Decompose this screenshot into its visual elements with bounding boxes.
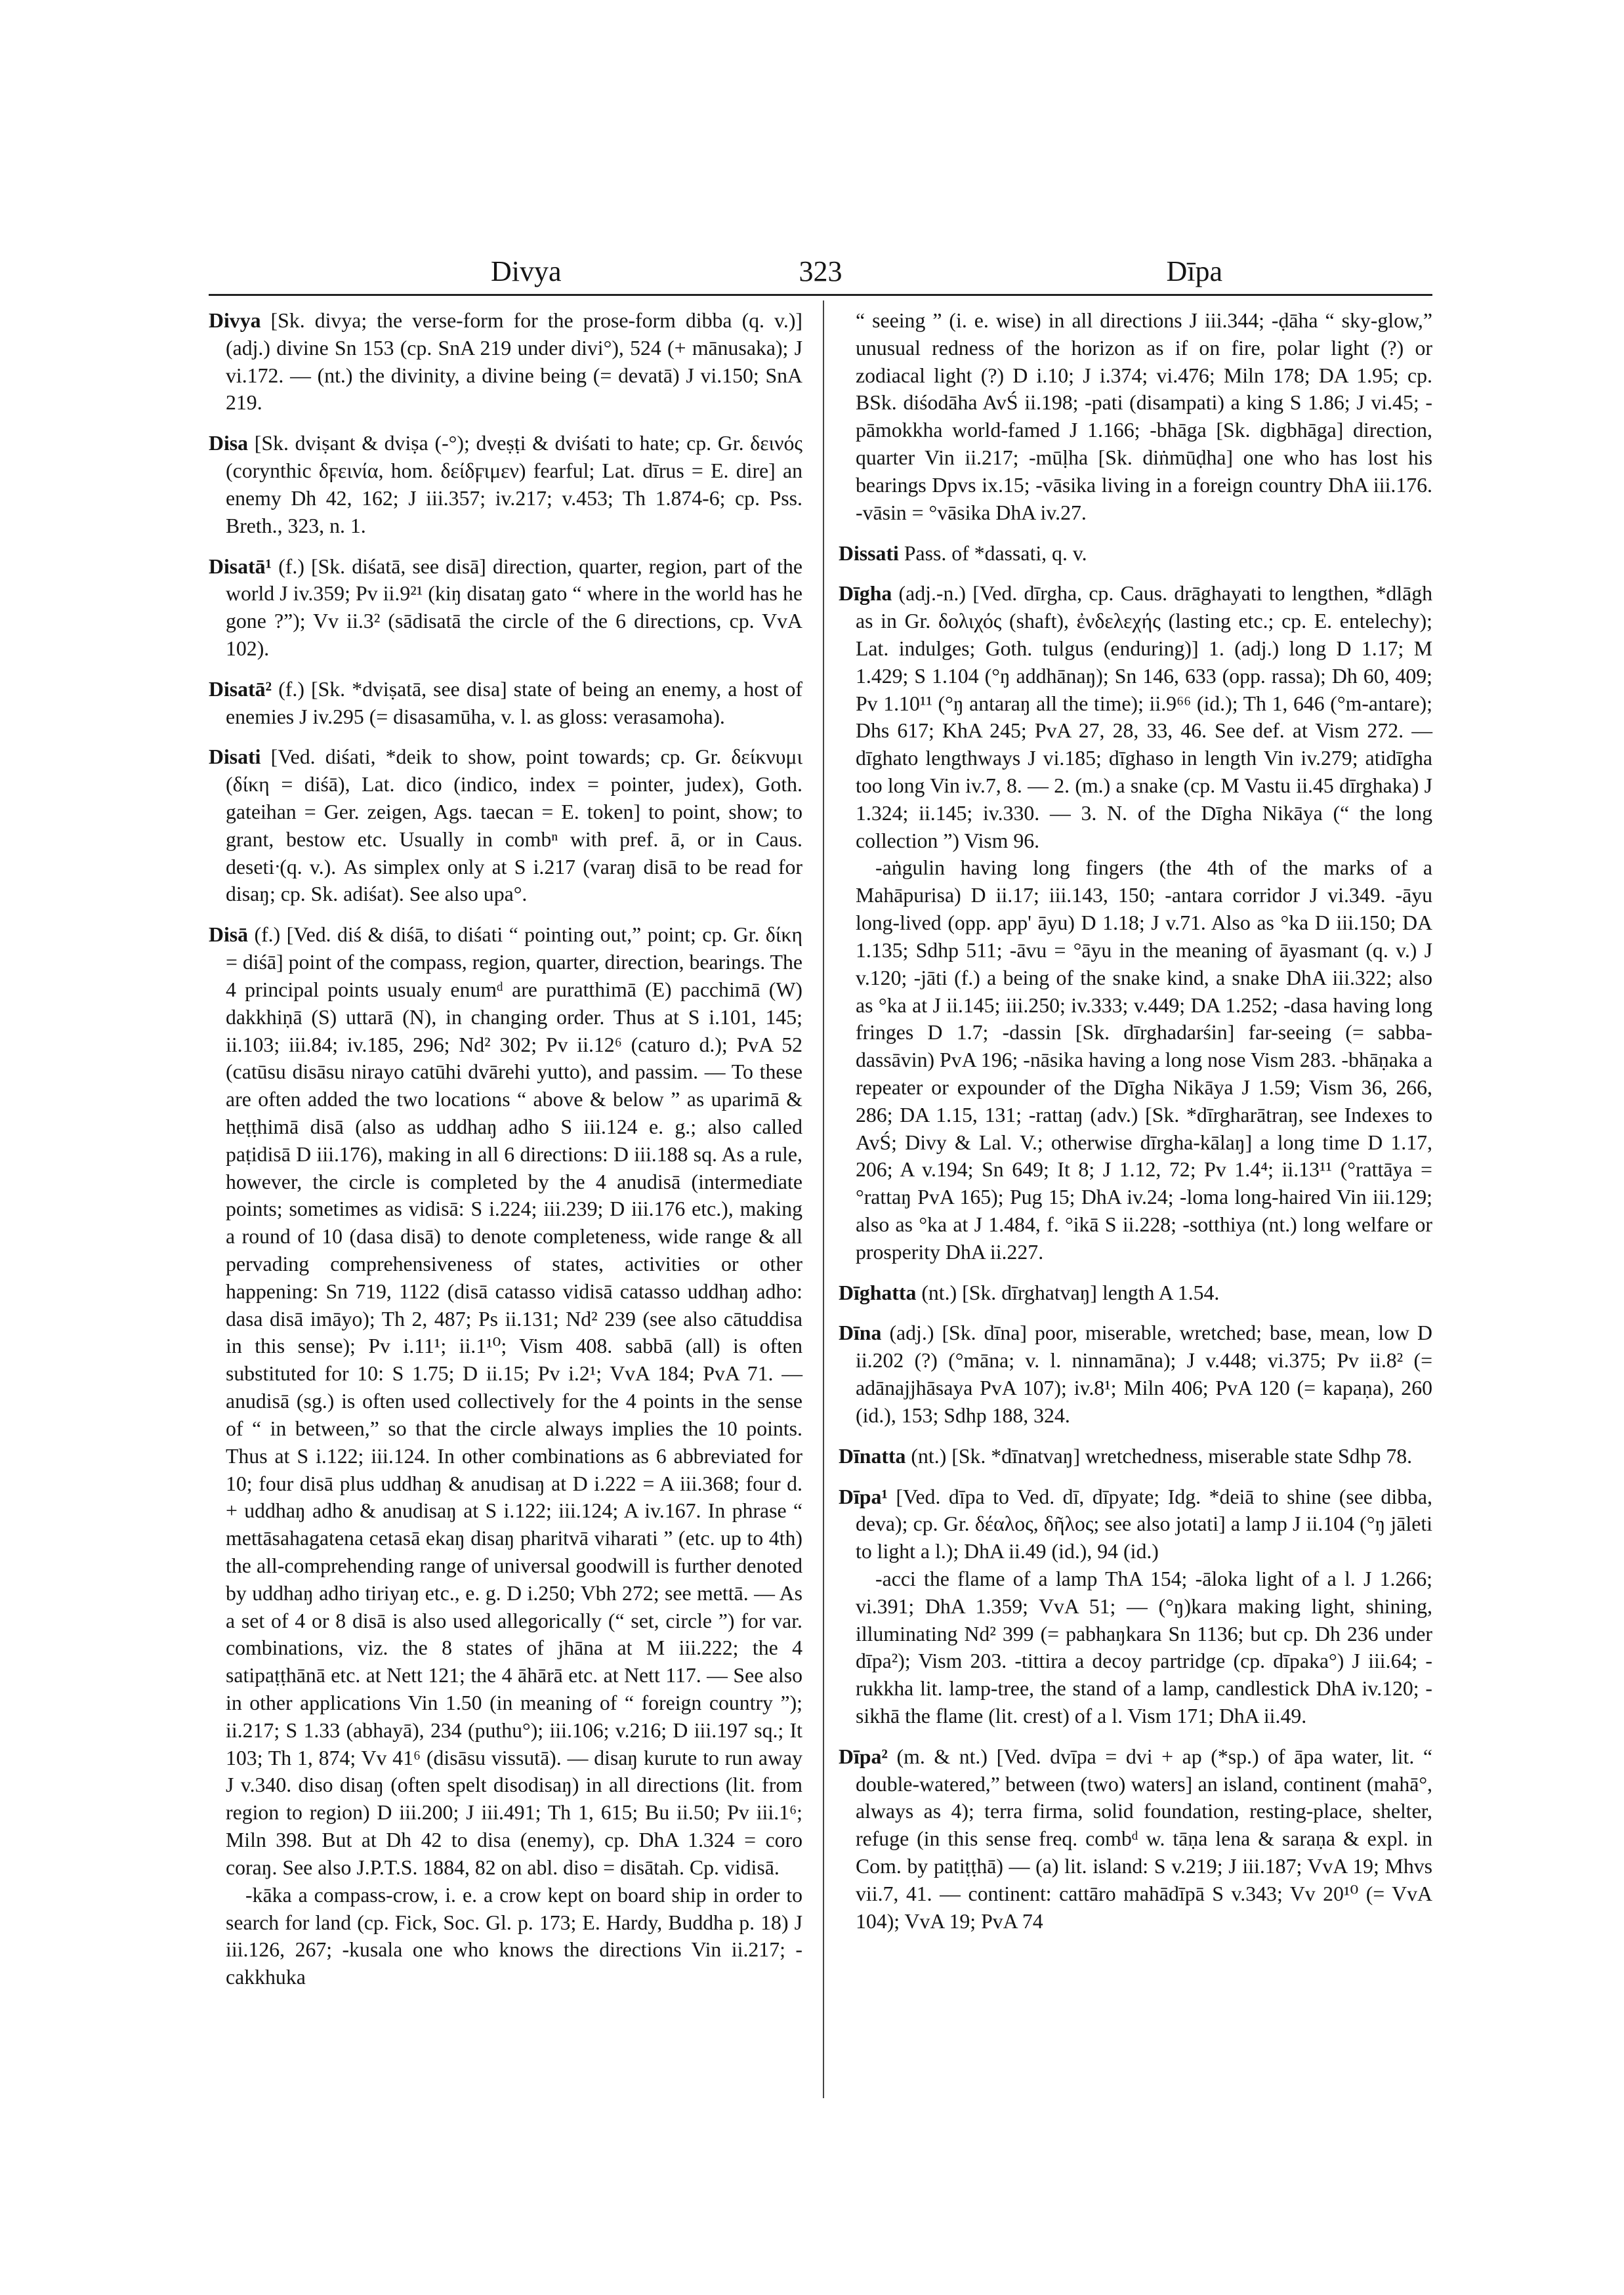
entry-text: (f.) [Sk. *dviṣatā, see disa] state of being an enemy, a host of enemies J iv.295 (= disasamūha, v. l. as gloss: verasamoha).: [226, 677, 803, 728]
entry-dinatta: [839, 1443, 1432, 1470]
entry-text: -acci the flame of a lamp ThA 154; -āloka light of a l. J 1.266; vi.391; DhA 1.359; VvA 51; — (°ŋ)kara making light, shining, illuminating Nd² 399 (= pabhaŋkara Sn 1136; but cp. Dh 236 under dīpa²); Vism 203. -tittira a decoy partridge (cp. dīpaka°) J iii.64; -rukkha lit. lamp-tree, the stand of a lamp, candlestick DhA iv.120; -sikhā the flame (lit. crest) of a l. Vism 171; DhA ii.49.: [856, 1567, 1432, 1727]
entry-disa-compounds: [209, 1882, 802, 1991]
entry-disa-continued: [839, 307, 1432, 527]
entry-digha: [839, 580, 1432, 854]
entry-text: [Sk. divya; the verse-form for the prose-form dibba (q. v.)] (adj.) divine Sn 153 (cp. SnA 219 under divi°), 524 (+ mānusaka); J vi.172. — (nt.) the divinity, a divine being (= devatā) J vi.150; SnA 219.: [226, 309, 803, 415]
running-head-left: Divya: [491, 255, 562, 287]
entry-text: (adj.) [Sk. dīna] poor, miserable, wretched; base, mean, low D ii.202 (?) (°māna; v. l. ninnamāna); J v.448; vi.375; Pv ii.8² (= adānajjhāsaya PvA 107); iv.8¹; Miln 406; PvA 120 (= kapaṇa), 260 (id.), 153; Sdhp 188, 324.: [856, 1321, 1432, 1427]
entry-dina: [839, 1319, 1432, 1429]
entry-text: “ seeing ” (i. e. wise) in all directions J iii.344; -ḍāha “ sky-glow,” unusual redness of the horizon as if on fire, polar light (?) or zodiacal light (?) D i.10; J i.374; vi.476; Miln 178; DA 1.95; cp. BSk. diśodāha AvŚ ii.198; -pati (disampati) a king S 1.86; J vi.45; -pāmokkha world-famed J 1.166; -bhāga [Sk. digbhāga] direction, quarter Vin ii.217; -mūḷha [Sk. diṅmūḍha] one who has lost his bearings Dpvs ix.15; -vāsika living in a foreign country DhA iii.176. -vāsin = °vāsika DhA iv.27.: [856, 309, 1432, 524]
entry-dissati: [839, 540, 1432, 568]
headword: Dīghatta: [839, 1281, 917, 1304]
entry-text: (m. & nt.) [Ved. dvīpa = dvi + ap (*sp.) of āpa water, lit. “ double-watered,” between (two) waters] an island, continent (mahā°, always as 4); terra firma, solid foundation, resting-place, shelter, refuge (in this sense freq. combᵈ w. tāṇa lena & saraṇa & expl. in Com. by patiṭṭhā) — (a) lit. island: S v.219; J iii.187; VvA 19; Mhvs vii.7, 41. — continent: cattāro mahādīpā S v.343; Vv 20¹⁰ (= VvA 104); VvA 19; PvA 74: [856, 1745, 1432, 1933]
entry-disata-1: [209, 553, 802, 663]
entry-text: [Ved. diśati, *deik to show, point towards; cp. Gr. δείκνυμι (δίκη = diśā), Lat. dico (indico, index = pointer, judex), Goth. gateihan = Ger. zeigen, Ags. taecan = E. token] to point, show; to grant, bestow etc. Usually in combⁿ with pref. ā, or in Caus. desetiᐧ(q. v.). As simplex only at S i.217 (varaŋ disā to be read for disaŋ; cp. Sk. adiśat). See also upa°.: [226, 745, 802, 906]
headword: Disati: [209, 745, 261, 769]
entry-text: [Ved. dīpa to Ved. dī, dīpyate; Idg. *deiā to shine (see dibba, deva); cp. Gr. δέαλος, δῆλος; see also jotati] a lamp J ii.104 (°ŋ jāleti to light a l.); DhA ii.49 (id.), 94 (id.): [856, 1485, 1432, 1563]
entry-text: (nt.) [Sk. *dīnatvaŋ] wretchedness, miserable state Sdhp 78.: [911, 1444, 1413, 1468]
headword: Disatā¹: [209, 554, 272, 578]
entry-disata-2: [209, 676, 802, 731]
headword: Dīpa¹: [839, 1485, 888, 1508]
entry-dipa-1-compounds: [839, 1565, 1432, 1730]
headword: Disā: [209, 923, 249, 947]
entry-disati: [209, 743, 802, 908]
running-head-right: Dīpa: [1166, 255, 1222, 287]
entry-text: (adj.-n.) [Ved. dīrgha, cp. Caus. drāghayati to lengthen, *dlāgh as in Gr. δολιχός (shaft), ἐνδελεχής (lasting etc.; cp. E. entelechy); Lat. indulges; Goth. tulgus (enduring)] 1. (adj.) long D 1.17; M 1.429; S 1.104 (°ŋ addhānaŋ); Sn 146, 633 (opp. rassa); Dh 60, 409; Pv 1.10¹¹ (°ŋ antaraŋ all the time); ii.9⁶⁶ (id.); Th 1, 646 (°m-antare); Dhs 617; KhA 245; PvA 27, 28, 33, 46. See def. at Vism 272. — dīghato lengthways J vi.185; dīghaso in length Vin iv.279; atidīgha too long Vin iv.7, 8. — 2. (m.) a snake (cp. M Vastu ii.45 dīrghaka) J 1.324; ii.145; iv.330. — 3. N. of the Dīgha Nikāya (“ the long collection ”) Vism 96.: [856, 582, 1433, 852]
left-column: [209, 307, 802, 2004]
entry-text: (f.) [Ved. diś & diśā, to diśati “ pointing out,” point; cp. Gr. δίκη = diśā] point of the compass, region, quarter, direction, bearings. The 4 principal points usualy enumᵈ are puratthimā (E) pacchimā (W) dakkhiṇā (S) uttarā (N), in changing order. Thus at S i.101, 145; ii.103; iii.84; iv.185, 296; Nd² 302; Pv ii.12⁶ (caturo d.); PvA 52 (catūsu disāsu nirayo catūhi dvārehi yutto), and passim. — To these are often added the two locations “ above & below ” as uparimā & heṭṭhimā disā (also as uddhaŋ adho S iii.124 e. g.; also called paṭidisā D iii.176), making in all 6 directions: D iii.188 sq. As a rule, however, the circle is completed by the 4 anudisā (intermediate points; sometimes as vidisā: S i.224; iii.239; D iii.176 etc.), making a round of 10 (dasa disā) to denote completeness, wide range & all pervading comprehensiveness of states, activities or other happening: Sn 719, 1122 (disā catasso vidisā catasso uddhaŋ adho: dasa disā imāyo); Th 2, 487; Ps ii.131; Nd² 239 (see also cātuddisa in this sense); Pv i.11¹; ii.1¹⁰; Vism 408. sabbā (all) is often substituted for 10: S 1.75; D ii.15; Pv i.2¹; VvA 184; PvA 71. — anudisā (sg.) is often used collectively for the 4 points in the sense of “ in between,” so that the circle always implies the 10 points. Thus at S i.122; iii.124. In other combinations as 6 abbreviated for 10; four disā plus uddhaŋ & anudisaŋ at D i.222 = A iii.368; four d. + uddhaŋ adho & anudisaŋ at S i.122; iii.124; A iv.167. In phrase “ mettāsahagatena cetasā ekaŋ disaŋ pharitvā viharati ” (etc. up to 4th) the all-comprehending range of universal goodwill is further denoted by uddhaŋ adho tiriyaŋ etc., e. g. D i.250; Vbh 272; see mettā. — As a set of 4 or 8 disā is also used allegorically (“ set, circle ”) for var. combinations, viz. the 8 states of jhāna at M iii.222; the 4 satipaṭṭhānā etc. at Nett 121; the 4 āhārā etc. at Nett 117. — See also in other applications Vin 1.50 (in meaning of “ foreign country ”); ii.217; S 1.33 (abhayā), 234 (puthu°); iii.106; v.216; D iii.197 sq.; It 103; Th 1, 874; Vv 41⁶ (disāsu vissutā). — disaŋ kurute to run away J v.340. diso disaŋ (often spelt disodisaŋ) in all directions (lit. from region to region) D iii.200; J iii.491; Th 1, 615; Bu ii.50; Pv iii.1⁶; Miln 398. But at Dh 42 to disa (enemy), cp. DhA 1.324 = coro coraŋ. See also J.P.T.S. 1884, 82 on abl. diso = disātah. Cp. vidisā.: [226, 923, 802, 1879]
entry-text: (f.) [Sk. diśatā, see disā] direction, quarter, region, part of the world J iv.359; Pv ii.9²¹ (kiŋ disataŋ gato “ where in the world has he gone ?”); Vv ii.3² (sādisatā the circle of the 6 directions, cp. VvA 102).: [226, 554, 802, 660]
headword: Disatā²: [209, 677, 272, 701]
headword: Dīnatta: [839, 1444, 906, 1468]
header-rule: [209, 294, 1432, 296]
page-header: [209, 255, 1432, 294]
headword: Dīpa²: [839, 1745, 888, 1768]
headword: Dīna: [839, 1321, 882, 1345]
entry-text: (nt.) [Sk. dīrghatvaŋ] length A 1.54.: [921, 1281, 1220, 1304]
entry-disa-f: [209, 921, 802, 1881]
entry-divya: [209, 307, 802, 417]
page-number: 323: [799, 255, 843, 287]
entry-dighatta: [839, 1279, 1432, 1307]
entry-text: Pass. of *dassati, q. v.: [904, 541, 1087, 565]
entry-dipa-1: [839, 1483, 1432, 1565]
entry-dipa-2: [839, 1743, 1432, 1935]
headword: Dīgha: [839, 582, 892, 606]
entry-text: -kāka a compass-crow, i. e. a crow kept on board ship in order to search for land (cp. Fick, Soc. Gl. p. 173; E. Hardy, Buddha p. 18) J iii.126, 267; -kusala one who knows the directions Vin ii.217; -cakkhuka: [226, 1883, 802, 1989]
headword: Divya: [209, 309, 261, 332]
right-column: [839, 307, 1432, 1949]
entry-text: -aṅgulin having long fingers (the 4th of the marks of a Mahāpurisa) D ii.17; iii.143, 150; -antara corridor J vi.349. -āyu long-lived (opp. app' āyu) D 1.18; J v.71. Also as °ka D iii.150; DA 1.135; Sdhp 511; -āvu = °āyu in the meaning of āyasmant (q. v.) J v.120; -jāti (f.) a being of the snake kind, a snake DhA iii.322; also as °ka at J ii.145; iii.250; iv.333; v.449; DA 1.252; -dasa having long fringes D 1.7; -dassin [Sk. dīrghadarśin] far-seeing (= sabba-dassāvin) PvA 196; -nāsika having a long nose Vism 283. -bhāṇaka a repeater or expounder of the Dīgha Nikāya J 1.59; Vism 36, 266, 286; DA 1.15, 131; -rattaŋ (adv.) [Sk. *dīrgharātraŋ, see Indexes to AvŚ; Divy & Lal. V.; otherwise dīrgha-kālaŋ] a long time D 1.17, 206; A v.194; Sn 649; It 8; J 1.12, 72; Pv 1.4⁴; ii.13¹¹ (°rattāya = °rattaŋ PvA 165); Pug 15; DhA iv.24; -loma long-haired Vin iii.129; also as °ka at J 1.484, f. °ikā S ii.228; -sotthiya (nt.) long welfare or prosperity DhA ii.227.: [856, 856, 1432, 1264]
headword: Dissati: [839, 541, 899, 565]
entry-text: [Sk. dviṣant & dviṣa (-°); dveṣṭi & dviśati to hate; cp. Gr. δεινός (corynthic δϝεινία, hom. δείδϝιμεν) fearful; Lat. dīrus = E. dire] an enemy Dh 42, 162; J iii.357; iv.217; v.453; Th 1.874-6; cp. Pss. Breth., 323, n. 1.: [226, 432, 802, 537]
headword: Disa: [209, 432, 249, 455]
entry-disa: [209, 430, 802, 539]
entry-digha-compounds: [839, 854, 1432, 1266]
column-divider: [823, 300, 824, 2098]
